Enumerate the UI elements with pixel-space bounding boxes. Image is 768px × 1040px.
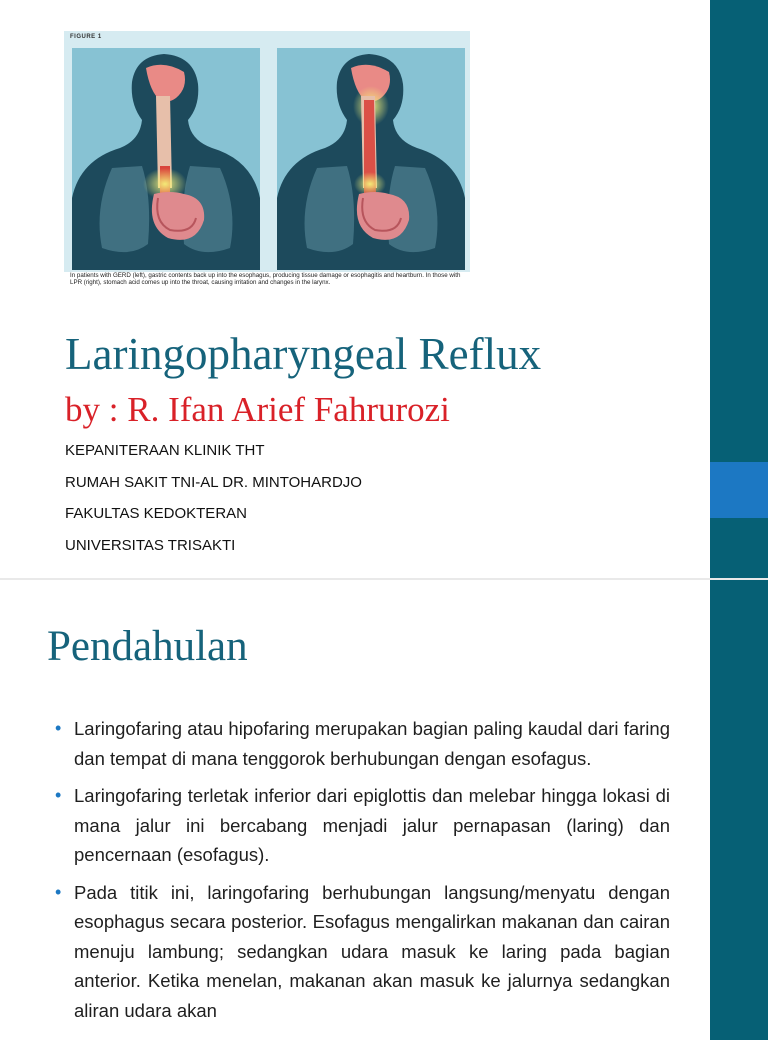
- affiliation-line: UNIVERSITAS TRISAKTI: [65, 536, 236, 554]
- bullet-text: Laringofaring terletak inferior dari epiglottis dan melebar hingga lokasi di mana jalur ini bercabang menjadi jalur pernapasan (laring) dan pencernaan (esofagus).: [74, 785, 670, 865]
- affiliation-line: FAKULTAS KEDOKTERAN: [65, 505, 247, 522]
- slide-title: Pendahulan: [47, 623, 248, 670]
- bullet-text: Pada titik ini, laringofaring berhubungan langsung/menyatu dengan esophagus secara posterior. Esofagus mengalirkan makanan dan cairan menuju lambung; sedangkan udara masuk ke laring pada bagian anterior. Ketika menelan, makanan akan masuk ke jalurnya sedangkan aliran udara akan: [74, 881, 670, 1021]
- figure-label: FIGURE 1: [70, 34, 102, 40]
- bullet-item: [55, 714, 670, 773]
- affiliation-line: RUMAH SAKIT TNI-AL DR. MINTOHARDJO: [65, 473, 362, 491]
- figure-panel-lpr: [277, 48, 465, 270]
- slide-pendahulan: [0, 580, 768, 1040]
- sidebar-accent-block: [710, 462, 768, 518]
- bullet-dot-icon: •: [55, 718, 62, 738]
- affiliation-line: KEPANITERAAN KLINIK THT: [65, 442, 265, 459]
- figure-caption: In patients with GERD (left), gastric contents back up into the esophagus, producing tissue damage or esophagitis and heartburn. In those with LPR (right), stomach acid comes up into the throat, causing irritation and changes in the larynx.: [70, 272, 461, 287]
- bullet-item: [55, 781, 670, 870]
- bullet-dot-icon: •: [55, 881, 62, 902]
- bullet-dot-icon: •: [55, 785, 62, 805]
- bullet-list: [55, 714, 670, 1033]
- slide-sidebar: [710, 0, 768, 578]
- presentation-title: Laringopharyngeal Reflux: [65, 329, 542, 379]
- figure-gerd-lpr: [64, 31, 470, 287]
- torso-illustration-lpr: [277, 48, 465, 270]
- bullet-text: Laringofaring atau hipofaring merupakan bagian paling kaudal dari faring dan tempat di mana tenggorok berhubungan dengan esofagus.: [74, 718, 670, 769]
- slide-sidebar: [710, 580, 768, 1040]
- figure-panel-gerd: [72, 48, 260, 270]
- torso-illustration-gerd: [72, 48, 260, 270]
- bullet-item: [55, 878, 670, 1026]
- presentation-author: by : R. Ifan Arief Fahrurozi: [65, 390, 450, 429]
- affiliation-lines: [65, 442, 362, 568]
